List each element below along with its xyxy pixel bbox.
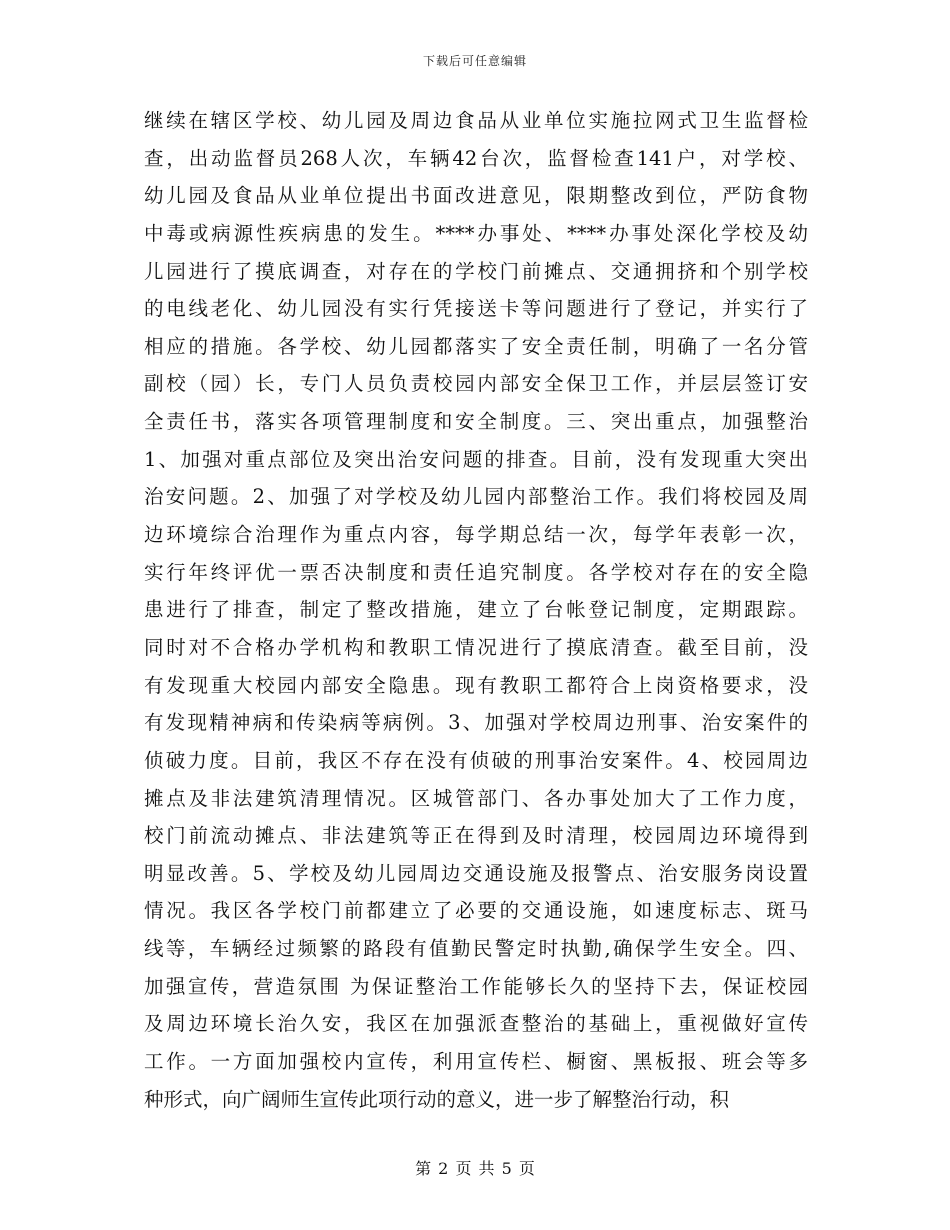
text-line: 明显改善。5、学校及幼儿园周边交通设施及报警点、治安服务岗设置 — [144, 861, 808, 885]
text-line: 有发现精神病和传染病等病例。3、加强对学校周边刑事、治安案件的 — [144, 711, 808, 735]
text-line: 同时对不合格办学机构和教职工情况进行了摸底清查。截至目前，没 — [144, 635, 808, 659]
text-line: 加强宣传，营造氛围 为保证整治工作能够长久的坚持下去，保证校园 — [144, 974, 808, 998]
text-line: 侦破力度。目前，我区不存在没有侦破的刑事治安案件。4、校园周边 — [144, 748, 808, 772]
text-line: 有发现重大校园内部安全隐患。现有教职工都符合上岗资格要求，没 — [144, 673, 808, 697]
text-line: 摊点及非法建筑清理情况。区城管部门、各办事处加大了工作力度， — [144, 786, 808, 810]
text-line: 相应的措施。各学校、幼儿园都落实了安全责任制，明确了一名分管 — [144, 334, 808, 358]
text-line: 中毒或病源性疾病患的发生。****办事处、****办事处深化学校及幼 — [144, 221, 808, 245]
text-line: 实行年终评优一票否决制度和责任追究制度。各学校对存在的安全隐 — [144, 560, 808, 584]
text-line: 患进行了排查，制定了整改措施，建立了台帐登记制度，定期跟踪。 — [144, 598, 808, 622]
document-body — [144, 102, 808, 1118]
page-number-footer: 第 2 页 共 5 页 — [415, 1159, 535, 1178]
text-line: 全责任书，落实各项管理制度和安全制度。三、突出重点，加强整治 — [144, 410, 808, 434]
text-line: 种形式，向广阔师生宣传此项行动的意义，进一步了解整治行动，积 — [144, 1087, 730, 1111]
text-line: 边环境综合治理作为重点内容，每学期总结一次，每学年表彰一次， — [144, 523, 808, 547]
text-line: 校门前流动摊点、非法建筑等正在得到及时清理，校园周边环境得到 — [144, 824, 808, 848]
text-line: 的电线老化、幼儿园没有实行凭接送卡等问题进行了登记，并实行了 — [144, 297, 808, 321]
text-line: 线等，车辆经过频繁的路段有值勤民警定时执勤,确保学生安全。四、 — [144, 937, 808, 961]
text-line: 及周边环境长治久安，我区在加强派查整治的基础上，重视做好宣传 — [144, 1012, 808, 1036]
text-line: 治安问题。2、加强了对学校及幼儿园内部整治工作。我们将校园及周 — [144, 485, 808, 509]
text-line: 查，出动监督员268人次，车辆42台次，监督检查141户，对学校、 — [144, 146, 808, 170]
text-line: 副校（园）长，专门人员负责校园内部安全保卫工作，并层层签订安 — [144, 372, 808, 396]
text-line: 儿园进行了摸底调查，对存在的学校门前摊点、交通拥挤和个别学校 — [144, 259, 808, 283]
text-line: 幼儿园及食品从业单位提出书面改进意见，限期整改到位，严防食物 — [144, 184, 808, 208]
text-line: 工作。一方面加强校内宣传，利用宣传栏、橱窗、黑板报、班会等多 — [144, 1050, 808, 1074]
text-line: 情况。我区各学校门前都建立了必要的交通设施，如速度标志、斑马 — [144, 899, 808, 923]
text-line: 继续在辖区学校、幼儿园及周边食品从业单位实施拉网式卫生监督检 — [144, 109, 808, 132]
page-header: 下载后可任意编辑 — [422, 54, 527, 68]
text-line: 1、加强对重点部位及突出治安问题的排查。目前，没有发现重大突出 — [144, 447, 808, 471]
